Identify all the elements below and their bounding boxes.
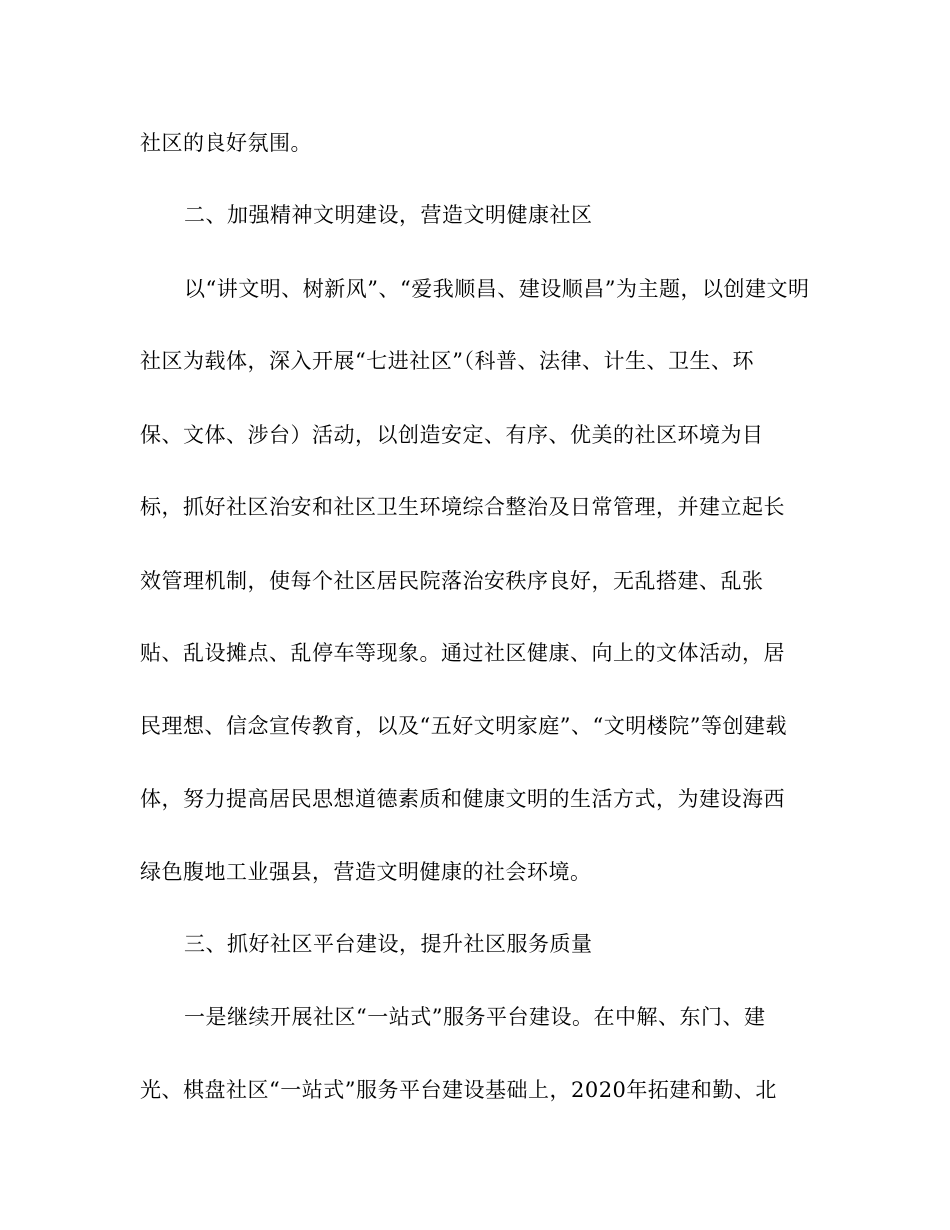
paragraph-line: 一是继续开展社区“一站式”服务平台建设。在中解、东门、建	[184, 1005, 766, 1029]
paragraph-line: 光、棋盘社区“一站式”服务平台建设基础上，2020年拓建和勤、北	[140, 1078, 777, 1102]
paragraph-line: 效管理机制，使每个社区居民院落治安秩序良好，无乱搭建、乱张	[140, 569, 764, 593]
paragraph-line: 社区为载体，深入开展“七进社区”（科普、法律、计生、卫生、环	[140, 349, 754, 373]
paragraph-line: 绿色腹地工业强县，营造文明健康的社会环境。	[140, 860, 592, 884]
section-heading: 二、加强精神文明建设，营造文明健康社区	[184, 203, 593, 227]
paragraph-line: 体，努力提高居民思想道德素质和健康文明的生活方式，为建设海西	[140, 787, 785, 811]
section-heading: 三、抓好社区平台建设，提升社区服务质量	[184, 932, 593, 956]
paragraph-line: 以“讲文明、树新风”、“爱我顺昌、建设顺昌”为主题，以创建文明	[184, 277, 810, 301]
paragraph-line: 贴、乱设摊点、乱停车等现象。通过社区健康、向上的文体活动，居	[140, 641, 785, 665]
paragraph-line: 保、文体、涉台）活动，以创造安定、有序、优美的社区环境为目	[140, 423, 764, 447]
paragraph-line: 标，抓好社区治安和社区卫生环境综合整治及日常管理，并建立起长	[140, 495, 785, 519]
paragraph-line: 民理想、信念宣传教育，以及“五好文明家庭”、“文明楼院”等创建载	[140, 714, 787, 738]
paragraph-line: 社区的良好氛围。	[140, 131, 312, 155]
